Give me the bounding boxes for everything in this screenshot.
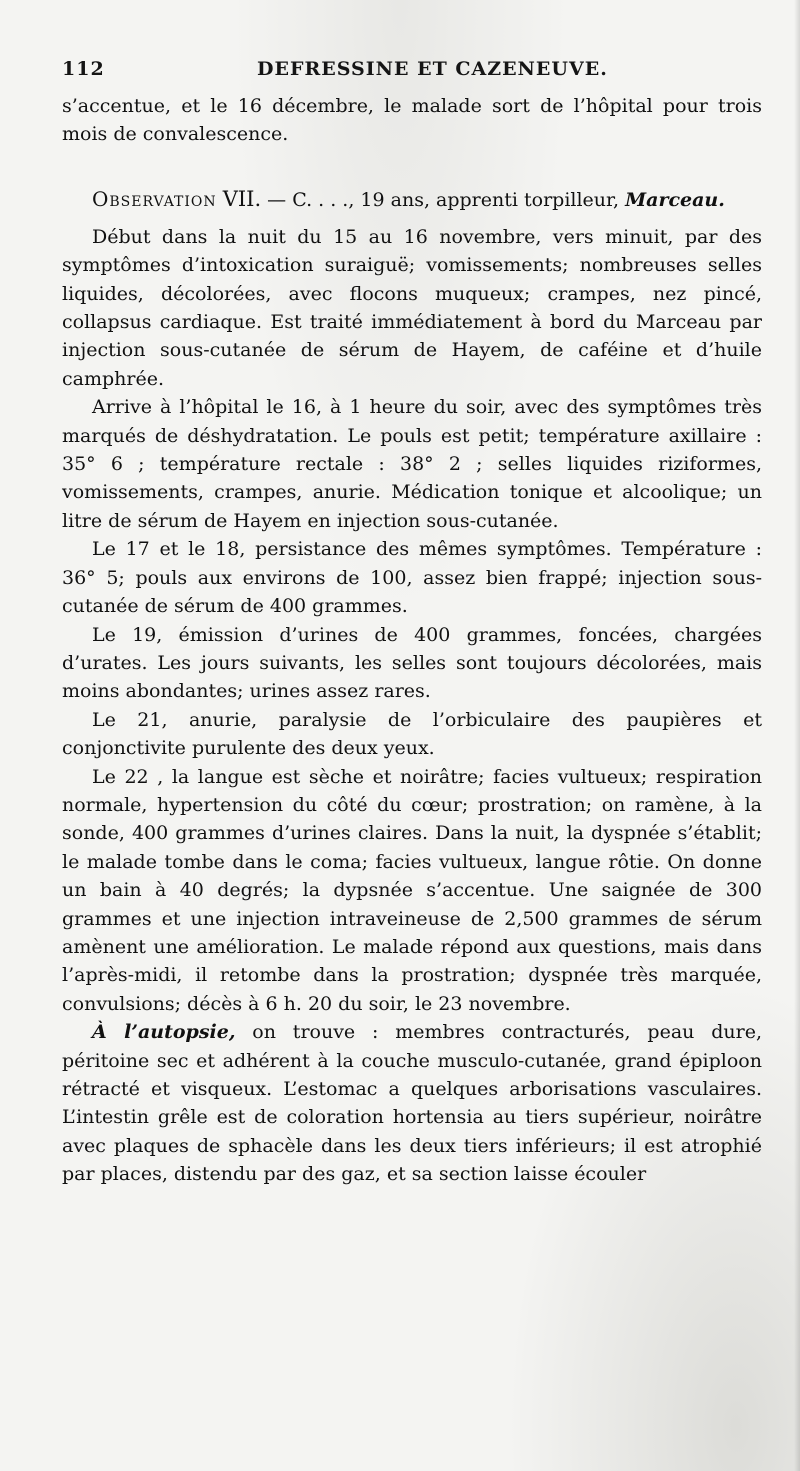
observation-label: Observation xyxy=(92,186,217,211)
running-head xyxy=(62,52,762,92)
continuation-paragraph: s’accentue, et le 16 décembre, le malade sort de l’hôpital pour trois mois de convalescence. xyxy=(62,95,762,146)
paragraph-day-19: Le 19, émission d’urines de 400 grammes, foncées, chargées d’urates. Les jours suivants, les selles sont toujours décolorées, mais moins abondantes; urines assez rares. xyxy=(62,623,762,703)
page-number: 112 xyxy=(62,58,105,80)
autopsy-text: on trouve : membres contracturés, peau dure, péritoine sec et adhérent à la couche musculo-cutanée, grand épiploon rétracté et visqueux. L’estomac a quelques arborisations vasculaires. L’intestin grêle est de coloration hortensia au tiers supérieur, noirâtre avec plaques de sphacèle dans les deux tiers inférieurs; il est atrophié par places, distendu par des gaz, et sa section laisse écouler xyxy=(62,1021,762,1186)
paragraph-onset: Début dans la nuit du 15 au 16 novembre, vers minuit, par des symptômes d’intoxication suraiguë; vomissements; nombreuses selles liquides, décolorées, avec flocons muqueux; crampes, nez pincé, collapsus cardiaque. Est traité immédiatement à bord du Marceau par injection sous-cutanée de sérum de Hayem, de caféine et d’huile camphrée. xyxy=(62,225,762,390)
paragraph-day-22: Le 22 , la langue est sèche et noirâtre; facies vultueux; respiration normale, hypertension du côté du cœur; prostration; on ramène, à la sonde, 400 grammes d’urines claires. Dans la nuit, la dyspnée s’établit; le malade tombe dans le coma; facies vultueux, langue rôtie. On donne un bain à 40 degrés; la dypsnée s’accentue. Une saignée de 300 grammes et une injection intraveineuse de 2,500 grammes de sérum amènent une amélioration. Le malade répond aux questions, mais dans l’après-midi, il retombe dans la prostration; dyspnée très marquée, convulsions; décès à 6 h. 20 du soir, le 23 novembre. xyxy=(62,765,762,1015)
paragraph-arrival: Arrive à l’hôpital le 16, à 1 heure du soir, avec des symptômes très marqués de déshydratation. Le pouls est petit; température axillaire : 35° 6 ; température rectale : 38° 2 ; selles liquides riziformes, vomissements, crampes, anurie. Médication tonique et alcoolique; un litre de sérum de Hayem en injection sous-cutanée. xyxy=(62,396,762,532)
book-page xyxy=(62,52,762,1189)
paragraph-autopsy xyxy=(62,1018,762,1188)
scan-edge-shadow xyxy=(794,0,800,1471)
autopsy-lead: À l’autopsie, xyxy=(92,1021,236,1044)
observation-heading xyxy=(62,185,762,215)
running-title: DEFRESSINE ET CAZENEUVE. xyxy=(257,58,608,80)
paragraph-day-17-18: Le 17 et le 18, persistance des mêmes symptômes. Température : 36° 5; pouls aux environs de 100, assez bien frappé; injection sous-cutanée de sérum de 400 grammes. xyxy=(62,538,762,618)
observation-subject: — C. . . ., 19 ans, apprenti torpilleur, xyxy=(261,188,626,211)
paragraph-day-21: Le 21, anurie, paralysie de l’orbiculaire des paupières et conjonctivite purulente des deux yeux. xyxy=(62,708,762,760)
observation-number: VII. xyxy=(222,186,262,211)
observation-place: Marceau. xyxy=(625,188,725,211)
